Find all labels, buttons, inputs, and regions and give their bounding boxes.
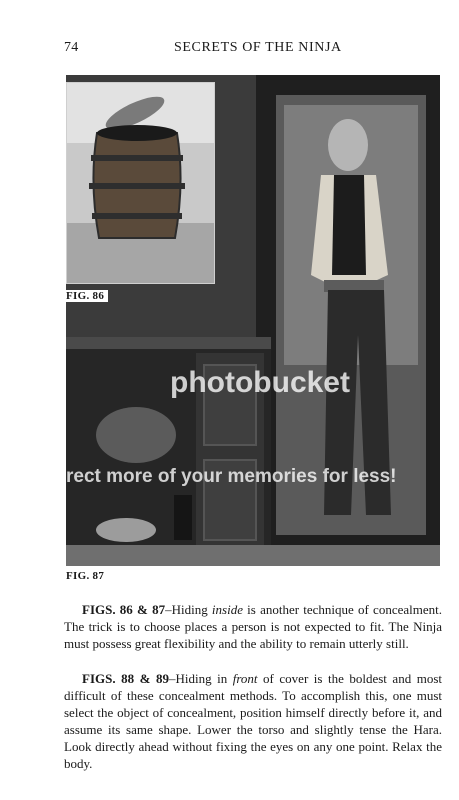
caption-text: –Hiding in bbox=[168, 671, 233, 686]
watermark-brand: photobucket bbox=[170, 366, 350, 399]
caption-text: of cover is the boldest and most difficult of these concealment methods. To accomplish this, one must select the object of concealment, position himself directly before it, and assume its same shape. Lower the torso and slightly tense the Hara. Look directly ahead without fixing the eyes on any one point. Relax the body. bbox=[64, 671, 443, 771]
caption-text: is another technique of concealment. The trick is to choose places a person is not expected to fit. The Ninja must possess great flexibility and the ability to remain utterly still. bbox=[64, 602, 442, 651]
figure-86-label: FIG. 86 bbox=[66, 290, 108, 302]
caption-text: –Hiding bbox=[165, 602, 212, 617]
page-number: 74 bbox=[64, 40, 79, 55]
caption-emphasis: inside bbox=[211, 602, 243, 617]
figure-86-photo bbox=[66, 82, 215, 284]
caption-paragraph-figs-86-87 bbox=[64, 601, 442, 652]
caption-paragraph-figs-88-89 bbox=[64, 670, 442, 772]
page-header bbox=[64, 40, 440, 60]
figure-reference: FIGS. 86 & 87 bbox=[82, 602, 166, 617]
caption-emphasis: front bbox=[232, 671, 258, 686]
figure-86-image bbox=[67, 83, 214, 283]
watermark-tagline: rect more of your memories for less! bbox=[66, 466, 397, 487]
running-title: SECRETS OF THE NINJA bbox=[174, 40, 342, 55]
figure-87-label: FIG. 87 bbox=[66, 570, 105, 582]
figure-reference: FIGS. 88 & 89 bbox=[82, 671, 169, 686]
